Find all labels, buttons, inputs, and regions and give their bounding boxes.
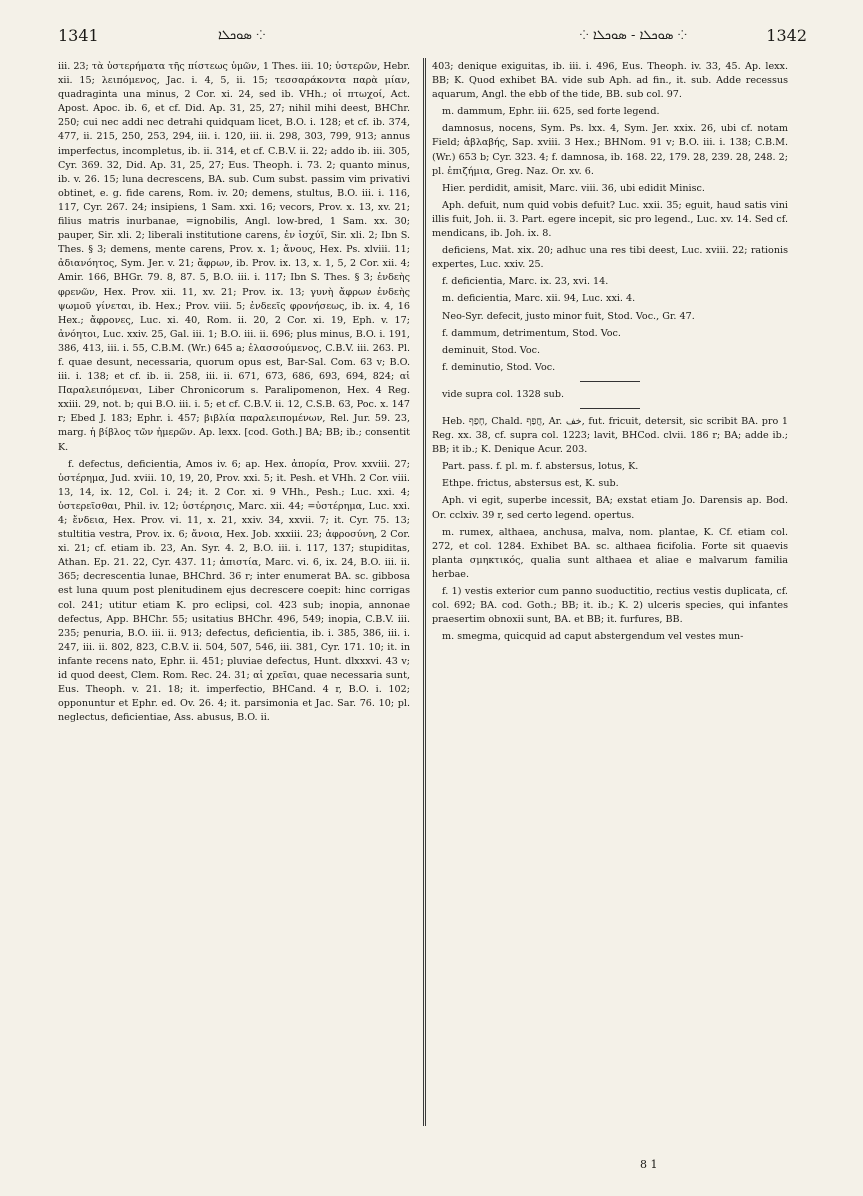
- entry-paragraph: iii. 23; τὰ ὑστερήματα τῆς πίστεως ὑμῶν, 1 Thes. iii. 10; ὑστερῶν, Hebr. xii. 15; λειπόμενος, Jac. i. 4, 5, ii. 15; τεσσαράκοντα παρὰ μίαν, quadraginta una minus, 2 Cor. xi. 24, sed ib. VHh.; οἱ πτωχοί, Act. Apost. Apoc. ib. 6, et cf. Did. Ap. 31, 25, 27; nihil mihi deest, BHChr. 250; cui nec addi nec detrahi quidquam licet, B.O. i. 128; et cf. ib. 374, 477, ii. 215, 250, 253, 294, iii. i. 120, iii. ii. 298, 303, 799, 913; annus imperfectus, incompletus, ib. ii. 314, et cf. C.B.V. ii. 22; addo ib. iii. 305, Cyr. 369. 32, Did. Ap. 31, 25, 27; Eus. Theoph. i. 73. 2; quanto minus, ib. v. 26. 15; luna decrescens, BA. sub. Cum subst. passim vim privativi obtinet, e. g. fide carens, Rom. iv. 20; demens, stultus, B.O. iii. i. 116, 117, Cyr. 267. 24; insipiens, 1 Sam. xxi. 16; vecors, Prov. x. 13, xv. 21; filius matris inurbanae, =ignobilis, Angl. low-bred, 1 Sam. xx. 30; pauper, Sir. xli. 2; liberali institutione carens, ἐν ἰσχύϊ, Sir. xli. 2; Ibn S. Thes. § 3; demens, mente carens, Prov. x. 1; ἄνους, Hex. Ps. xlviii. 11; ἀδιανόητος, Sym. Jer. v. 21; ἄφρων, ib. Prov. ix. 13, x. 1, 5, 2 Cor. xii. 4; Amir. 166, BHGr. 79. 8, 87. 5, B.O. iii. i. 117; Ibn S. Thes. § 3; ἐνδεὴς φρενῶν, Hex. Prov. xii. 11, xv. 21; Prov. ix. 13; γυνὴ ἄφρων ἐνδεὴς ψωμοῦ γίνεται, ib. Hex.; Prov. viii. 5; ἐνδεεῖς φρονήσεως, ib. ix. 4, 16 Hex.; ἄφρονες, Luc. xi. 40, Rom. ii. 20, 2 Cor. xi. 19, Eph. v. 17; ἀνόητοι, Luc. xxiv. 25, Gal. iii. 1; B.O. iii. ii. 696; plus minus, B.O. i. 191, 386, 413, iii. i. 55, C.B.M. (Wr.) 645 a; ἐλασσούμενος, C.B.V. iii. 263. Pl. f. quae desunt, necessaria, quorum opus est, Bar-Sal. Com. 63 v; B.O. iii. i. 138; et cf. ib. ii. 258, iii. ii. 671, 673, 686, 693, 694, 824; αἱ Παραλειπόμεναι, Liber Chronicorum s. Paralipomenon, Hex. 4 Reg. xxiii. 29, not. b; qui B.O. iii. i. 5; et cf. C.B.V. ii. 12, C.S.B. 63, Poc. x. 147 r; Ebed J. 183; Ephr. i. 457; βιβλία παραλειπομένων, Rel. Jur. 59. 23, marg. ἡ βίβλος τῶν ἡμερῶν. Ap. lexx. [cod. Goth.] BA; BB; ib.; consentit K.: [58, 61, 410, 453]
- entry-paragraph: f. 1) vestis exterior cum panno suoductitio, rectius vestis duplicata, cf. col. 692; BA. cod. Goth.; BB; it. ib.; K. 2) ulceris species, qui infantes praesertim obnoxii sunt, BA. et BB; it. furfures, BB.: [432, 586, 788, 626]
- section-rule: [580, 408, 640, 409]
- entry-paragraph: m. deficientia, Marc. xii. 94, Luc. xxi. 4.: [442, 293, 636, 305]
- column-divider: [423, 58, 424, 1126]
- entry-paragraph: f. defectus, deficientia, Amos iv. 6; ap. Hex. ἀπορία, Prov. xxviii. 27; ὑστέρημα, Jud. xviii. 10, 19, 20, Prov. xxi. 5; it. Pesh. et VHh. 2 Cor. viii. 13, 14, ix. 12, Col. i. 24; it. 2 Cor. xi. 9 VHh., Pesh.; Luc. xxi. 4; ὑστερεῖσθαι, Phil. iv. 12; ὑστέρησις, Marc. xii. 44; =ὑστέρημα, Luc. xxi. 4; ἔνδεια, Hex. Prov. vi. 11, x. 21, xxiv. 34, xxvii. 7; it. Cyr. 75. 13; stultitia vestra, Prov. ix. 6; ἄνοια, Hex. Job. xxxiii. 23; ἀφροσύνη, 2 Cor. xi. 21; cf. etiam ib. 23, An. Syr. 4. 2, B.O. iii. i. 117, 137; stupiditas, Athan. Ep. 21. 22, Cyr. 437. 11; ἀπιστία, Marc. vi. 6, ix. 24, B.O. iii. ii. 365; decrescentia lunae, BHChrd. 36 r; inter enumerat BA. sc. gibbosa est luna quum post plenitudinem ejus decrescere coepit: hinc corrigas col. 241; utitur etiam K. pro eclipsi, col. 423 sub; inopia, annonae defectus, App. BHChr. 55; usitatius BHChr. 496, 549; inopia, C.B.V. iii. 235; penuria, B.O. iii. ii. 913; defectus, deficientia, ib. i. 385, 386, iii. i. 247, iii. ii. 802, 823, C.B.V. ii. 504, 507, 546, iii. 381, Cyr. 171. 10; it. in infante recens nato, Ephr. ii. 451; pluviae defectus, Hunt. dlxxxvi. 43 v; id quod deest, Clem. Rom. Rec. 24. 31; αἱ χρεῖαι, quae necessaria sunt, Eus. Theoph. v. 21. 18; it. imperfectio, BHCand. 4 r, B.O. i. 102; opponuntur et Ephr. ed. Ov. 26. 4; it. parsimonia et Jac. Sar. 76. 10; pl. neglectus, deficientiae, Ass. abusus, B.O. ii.: [58, 458, 410, 724]
- column-divider-inner: [425, 58, 426, 1126]
- entry-paragraph: f. deficientia, Marc. ix. 23, xvi. 14.: [442, 276, 609, 288]
- running-header: [58, 26, 807, 52]
- entry-paragraph: m. dammum, Ephr. iii. 625, sed forte legend.: [442, 106, 660, 118]
- running-head-right: ⁘ ܣܘܟܠܐ - ܣܘܟܠܐ ⁘: [579, 28, 687, 43]
- entry-paragraph: Ethpe. frictus, abstersus est, K. sub.: [442, 478, 619, 490]
- right-column: [432, 60, 788, 1142]
- entry-paragraph: deminuit, Stod. Voc.: [442, 344, 541, 356]
- entry-paragraph: Hier. perdidit, amisit, Marc. viii. 36, ubi edidit Minisc.: [442, 182, 705, 194]
- section-rule: [580, 381, 640, 382]
- entry-paragraph: m. smegma, quicquid ad caput abstergendum vel vestes mun-: [442, 631, 744, 643]
- entry-paragraph: f. deminutio, Stod. Voc.: [442, 361, 556, 373]
- running-head-left: ⁘ ܣܘܟܠܐ: [218, 28, 266, 43]
- entry-paragraph: Aph. vi egit, superbe incessit, BA; exstat etiam Jo. Darensis ap. Bod. Or. cclxiv. 39 r, sed certo legend. opertus.: [432, 495, 788, 521]
- entry-paragraph: Heb. ‏חָפַף‏, Chald. ‏חֲפַף‏, Ar. خف, fut. fricuit, detersit, sic scribit BA. pro 1 Reg. xx. 38, cf. supra col. 1223; lavit, BHCod. clvii. 186 r; BA; adde ib.; BB; it ib.; K. Denique Acur. 203.: [432, 415, 788, 456]
- entry-paragraph: Neo-Syr. defecit, justo minor fuit, Stod. Voc., Gr. 47.: [442, 310, 695, 322]
- entry-paragraph: Part. pass. f. pl. m. f. abstersus, lotus, K.: [442, 461, 639, 473]
- entry-paragraph: 403; denique exiguitas, ib. iii. i. 496, Eus. Theoph. iv. 33, 45. Ap. lexx. BB; K. Quod exhibet BA. vide sub Aph. ad fin., it. sub. Adde recessus aquarum, Angl. the ebb of the tide, BB. sub col. 97.: [432, 61, 788, 101]
- page-number-left: 1341: [58, 26, 99, 45]
- page-number-right: 1342: [766, 26, 807, 45]
- entry-paragraph: vide supra col. 1328 sub.: [442, 388, 565, 400]
- entry-paragraph: f. dammum, detrimentum, Stod. Voc.: [442, 327, 621, 339]
- left-column: [58, 60, 410, 1142]
- entry-paragraph: Aph. defuit, num quid vobis defuit? Luc. xxii. 35; eguit, haud satis vini illis fuit, Joh. ii. 3. Part. egere incepit, sic pro legend., Luc. xv. 14. Sed cf. mendicans, ib. Joh. ix. 8.: [432, 199, 788, 240]
- entry-paragraph: deficiens, Mat. xix. 20; adhuc una res tibi deest, Luc. xviii. 22; rationis expertes, Luc. xxiv. 25.: [432, 245, 788, 271]
- entry-paragraph: m. rumex, althaea, anchusa, malva, nom. plantae, K. Cf. etiam col. 272, et col. 1284. Exhibet BA. sc. althaea ficifolia. Forte sit quaevis planta σμηκτικός, qualia sunt althaea et aliae e malvarum familia herbae.: [432, 526, 788, 580]
- signature-mark: 8 1: [640, 1158, 658, 1171]
- entry-paragraph: damnosus, nocens, Sym. Ps. lxx. 4, Sym. Jer. xxix. 26, ubi cf. notam Field; ἀβλαβής, Sap. xviii. 3 Hex.; BHNom. 91 v; B.O. iii. i. 138; C.B.M. (Wr.) 653 b; Cyr. 323. 4; f. damnosa, ib. 168. 22, 179. 28, 239. 28, 248. 2; pl. ἐπιζήμια, Greg. Naz. Or. xv. 6.: [432, 123, 788, 177]
